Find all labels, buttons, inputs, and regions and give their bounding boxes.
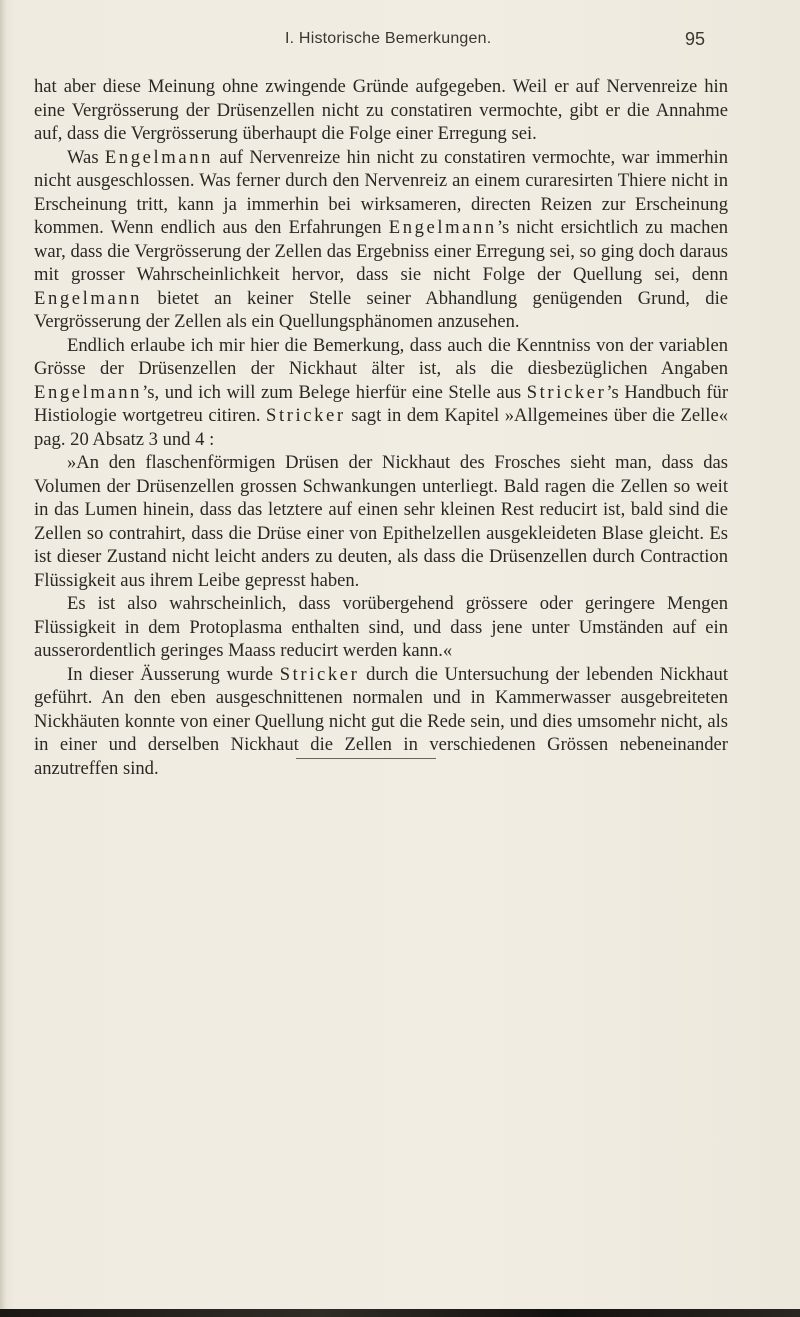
section-divider-rule [296, 758, 436, 759]
author-name-engelmann: Engelmann [104, 146, 213, 168]
paragraph-6 [34, 663, 728, 781]
body-text [34, 75, 728, 780]
text-run: Was [67, 146, 105, 168]
text-run: ’s, und ich will zum Belege hierfür eine Stelle aus [142, 381, 527, 403]
paragraph-1: hat aber diese Meinung ohne zwingende Gründe aufgegeben. Weil er auf Nervenreize hin eine Vergrösserung der Drüsenzellen nicht zu constatiren vermochte, gibt er die Annahme auf, dass die Vergrösserung überhaupt die Folge einer Erregung sei. [34, 76, 728, 144]
text-run: sagt in dem Kapitel »Allgemeines über die Zelle« pag. 20 Absatz 3 und 4 : [34, 405, 728, 450]
text-run: ’s nicht ersichtlich zu machen war, dass die Vergrösserung der Zellen das Ergebniss einer Erregung sei, so ging doch daraus mit grosser Wahrscheinlichkeit hervor, dass sie nicht Folge der Quellung sei, denn [34, 217, 728, 285]
paragraph-2 [34, 146, 728, 334]
quotation-paragraph-2: Es ist also wahrscheinlich, dass vorübergehend grössere oder geringere Mengen Flüssigkeit in dem Protoplasma enthalten sind, und dass jene unter Umständen auf ein ausserordentlich geringes Maass reducirt werden kann.« [34, 593, 728, 661]
page-binding-edge [0, 0, 6, 1317]
quotation-paragraph-1: »An den flaschenförmigen Drüsen der Nickhaut des Frosches sieht man, dass das Volumen der Drüsenzellen grossen Schwankungen unterliegt. Bald ragen die Zellen so weit in das Lumen hinein, dass das letztere auf einen sehr kleinen Rest reducirt ist, bald sind die Zellen so contrahirt, dass die Drüse einer von Epithelzellen ausgekleideten Blase gleicht. Es ist dieser Zustand nicht leicht anders zu deuten, als dass die Drüsenzellen durch Contraction Flüssigkeit aus ihrem Leibe gepresst haben. [34, 452, 728, 591]
author-name-engelmann: Engelmann [388, 217, 497, 238]
running-title: I. Historische Bemerkungen. [285, 30, 492, 47]
page-header [285, 30, 705, 54]
author-name-engelmann: Engelmann [34, 287, 143, 309]
author-name-stricker: Stricker [526, 381, 607, 403]
page-bottom-edge [0, 1309, 800, 1317]
text-run: In dieser Äusserung wurde [67, 663, 280, 685]
author-name-stricker: Stricker [279, 663, 360, 685]
text-run: Endlich erlaube ich mir hier die Bemerkung, dass auch die Kenntniss von der variablen Grösse der Drüsenzellen der Nickhaut älter ist, als die diesbezüglichen Angaben [34, 334, 728, 379]
text-run: auf Nervenreize hin nicht zu constatiren vermochte, war immerhin nicht ausgeschlossen. Was ferner durch den Nervenreiz an einem curaresirten Thiere nicht in Erscheinung tritt, kann ja immerhin bei wirksameren, directen Reizen zur Erscheinung kommen. Wenn endlich aus den Erfahrungen [34, 146, 729, 238]
page-number: 95 [684, 29, 705, 49]
text-run: durch die Untersuchung der lebenden Nickhaut geführt. An den eben ausgeschnittenen normalen und in Kammerwasser ausgebreiteten Nickhäuten konnte von einer Quellung nicht gut die Rede sein, und dies umsomehr nicht, als in einer und derselben Nickhaut die Zellen in verschiedenen Grössen nebeneinander anzutreffen sind. [34, 663, 728, 779]
author-name-stricker: Stricker [266, 405, 346, 426]
paragraph-3 [34, 334, 728, 452]
text-run: bietet an keiner Stelle seiner Abhandlung genügenden Grund, die Vergrösserung der Zellen als ein Quellungsphänomen anzusehen. [34, 287, 728, 332]
text-run: ’s Handbuch für Histiologie wortgetreu citiren. [34, 381, 729, 426]
author-name-engelmann: Engelmann [34, 381, 143, 403]
